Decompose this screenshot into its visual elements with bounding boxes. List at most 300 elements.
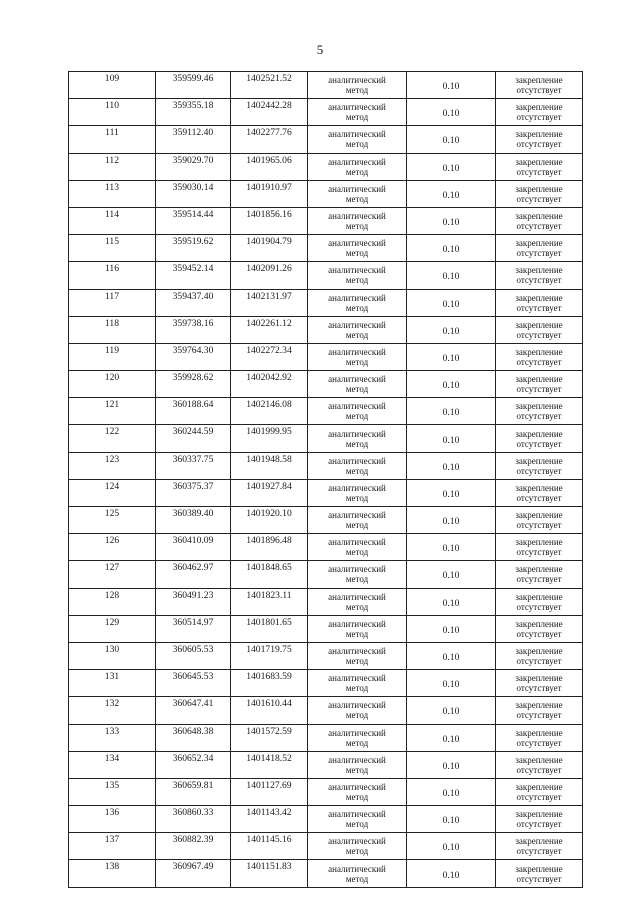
fixation-line-1: закрепление <box>515 781 563 792</box>
coord-y-cell <box>231 507 308 534</box>
coord-x: 360375.37 <box>172 480 214 492</box>
table-row <box>69 697 583 724</box>
method-line-1: аналитический <box>328 700 386 711</box>
method-cell <box>308 642 407 669</box>
point-number-cell <box>69 833 156 860</box>
table-row <box>69 615 583 642</box>
point-number-cell <box>69 126 156 153</box>
coord-x: 360410.09 <box>172 535 214 547</box>
method-line-2: метод <box>345 764 369 775</box>
coord-x-cell <box>156 371 231 398</box>
coord-x: 360967.49 <box>172 861 214 873</box>
method-line-2: метод <box>345 384 369 395</box>
method-cell <box>308 153 407 180</box>
table-row <box>69 778 583 805</box>
method-cell <box>308 806 407 833</box>
method-line-1: аналитический <box>328 482 386 493</box>
accuracy-cell <box>407 507 496 534</box>
table-row <box>69 207 583 234</box>
coord-y: 1401143.42 <box>246 807 292 819</box>
accuracy-value: 0.10 <box>442 679 460 691</box>
accuracy-value: 0.10 <box>442 597 460 609</box>
fixation-line-1: закрепление <box>515 265 563 276</box>
method-line-2: метод <box>345 139 369 150</box>
method-line-2: метод <box>345 791 369 802</box>
point-number: 119 <box>104 344 120 356</box>
method-line-2: метод <box>345 85 369 96</box>
coord-x: 360244.59 <box>172 426 214 438</box>
fixation-line-2: отсутствует <box>516 302 562 313</box>
table-row <box>69 316 583 343</box>
table-row <box>69 72 583 99</box>
coord-x: 359599.46 <box>172 73 214 84</box>
accuracy-value: 0.10 <box>442 570 460 582</box>
method-line-1: аналитический <box>328 319 386 330</box>
fixation-line-1: закрепление <box>515 211 563 222</box>
method-line-1: аналитический <box>328 428 386 439</box>
coord-y-cell <box>231 670 308 697</box>
point-number-cell <box>69 452 156 479</box>
table-row <box>69 371 583 398</box>
method-cell <box>308 615 407 642</box>
coord-y: 1402521.52 <box>246 73 292 84</box>
fixation-line-1: закрепление <box>515 700 563 711</box>
accuracy-cell <box>407 153 496 180</box>
fixation-cell <box>496 316 583 343</box>
point-number: 131 <box>104 671 120 683</box>
accuracy-value: 0.10 <box>442 380 460 392</box>
point-number: 126 <box>104 535 120 547</box>
point-number-cell <box>69 180 156 207</box>
fixation-line-1: закрепление <box>515 754 563 765</box>
coord-y-cell <box>231 99 308 126</box>
table-row <box>69 153 583 180</box>
fixation-cell <box>496 778 583 805</box>
method-cell <box>308 479 407 506</box>
fixation-cell <box>496 833 583 860</box>
method-line-2: метод <box>345 329 369 340</box>
method-cell <box>308 507 407 534</box>
method-line-2: метод <box>345 193 369 204</box>
fixation-line-2: отсутствует <box>516 791 562 802</box>
accuracy-value: 0.10 <box>442 543 460 555</box>
fixation-line-2: отсутствует <box>516 819 562 830</box>
coord-y-cell <box>231 751 308 778</box>
point-number-cell <box>69 561 156 588</box>
accuracy-cell <box>407 343 496 370</box>
coord-x-cell <box>156 180 231 207</box>
accuracy-cell <box>407 207 496 234</box>
accuracy-cell <box>407 751 496 778</box>
method-cell <box>308 425 407 452</box>
accuracy-value: 0.10 <box>442 271 460 283</box>
method-line-2: метод <box>345 520 369 531</box>
accuracy-cell <box>407 479 496 506</box>
fixation-line-2: отсутствует <box>516 139 562 150</box>
point-number-cell <box>69 615 156 642</box>
accuracy-value: 0.10 <box>442 81 460 93</box>
fixation-cell <box>496 534 583 561</box>
accuracy-value: 0.10 <box>442 135 460 147</box>
fixation-cell <box>496 806 583 833</box>
method-line-2: метод <box>345 737 369 748</box>
table-row <box>69 588 583 615</box>
fixation-cell <box>496 751 583 778</box>
accuracy-value: 0.10 <box>442 217 460 229</box>
method-line-1: аналитический <box>328 646 386 657</box>
point-number-cell <box>69 289 156 316</box>
method-line-1: аналитический <box>328 863 386 874</box>
fixation-line-1: закрепление <box>515 836 563 847</box>
coord-x: 359030.14 <box>172 181 214 193</box>
table-row <box>69 126 583 153</box>
coord-y-cell <box>231 534 308 561</box>
method-cell <box>308 207 407 234</box>
method-line-2: метод <box>345 601 369 612</box>
fixation-line-2: отсутствует <box>516 275 562 286</box>
accuracy-value: 0.10 <box>442 298 460 310</box>
coord-y-cell <box>231 425 308 452</box>
coord-y-cell <box>231 697 308 724</box>
coord-x-cell <box>156 99 231 126</box>
method-line-1: аналитический <box>328 537 386 548</box>
accuracy-value: 0.10 <box>442 516 460 528</box>
method-line-1: аналитический <box>328 727 386 738</box>
point-number-cell <box>69 806 156 833</box>
fixation-line-1: закрепление <box>515 455 563 466</box>
method-line-2: метод <box>345 411 369 422</box>
coord-y-cell <box>231 343 308 370</box>
coord-x-cell <box>156 262 231 289</box>
method-cell <box>308 561 407 588</box>
coord-x: 360389.40 <box>172 508 214 519</box>
method-line-1: аналитический <box>328 75 386 86</box>
point-number-cell <box>69 534 156 561</box>
point-number-cell <box>69 72 156 99</box>
coord-y-cell <box>231 72 308 99</box>
coord-x-cell <box>156 316 231 343</box>
table-row <box>69 534 583 561</box>
coord-y-cell <box>231 398 308 425</box>
fixation-line-2: отсутствует <box>516 438 562 449</box>
accuracy-value: 0.10 <box>442 787 460 799</box>
coord-y: 1402042.92 <box>246 372 292 384</box>
coord-y-cell <box>231 289 308 316</box>
table-row <box>69 724 583 751</box>
point-number: 123 <box>104 453 120 465</box>
coord-x-cell <box>156 806 231 833</box>
fixation-cell <box>496 235 583 262</box>
accuracy-cell <box>407 860 496 887</box>
accuracy-value: 0.10 <box>442 407 460 419</box>
coord-x: 360462.97 <box>172 562 214 574</box>
coord-x-cell <box>156 507 231 534</box>
coord-x-cell <box>156 642 231 669</box>
table-row <box>69 343 583 370</box>
method-line-2: метод <box>345 166 369 177</box>
fixation-line-2: отсутствует <box>516 873 562 884</box>
fixation-line-2: отсутствует <box>516 221 562 232</box>
point-number: 125 <box>104 508 120 519</box>
point-number-cell <box>69 235 156 262</box>
fixation-cell <box>496 670 583 697</box>
coord-x-cell <box>156 126 231 153</box>
accuracy-cell <box>407 99 496 126</box>
fixation-cell <box>496 343 583 370</box>
method-line-2: метод <box>345 492 369 503</box>
fixation-line-1: закрепление <box>515 102 563 113</box>
accuracy-cell <box>407 615 496 642</box>
point-number-cell <box>69 751 156 778</box>
method-line-1: аналитический <box>328 781 386 792</box>
coord-y: 1401823.11 <box>246 589 292 601</box>
accuracy-value: 0.10 <box>442 244 460 256</box>
method-cell <box>308 751 407 778</box>
fixation-line-1: закрепление <box>515 482 563 493</box>
method-line-1: аналитический <box>328 129 386 140</box>
point-number: 117 <box>104 290 120 302</box>
accuracy-cell <box>407 316 496 343</box>
method-line-1: аналитический <box>328 156 386 167</box>
accuracy-cell <box>407 452 496 479</box>
fixation-line-2: отсутствует <box>516 112 562 123</box>
accuracy-cell <box>407 833 496 860</box>
accuracy-cell <box>407 588 496 615</box>
table-row <box>69 99 583 126</box>
coord-x: 359355.18 <box>172 100 214 112</box>
method-line-1: аналитический <box>328 238 386 249</box>
coordinates-table <box>68 71 583 888</box>
method-line-1: аналитический <box>328 754 386 765</box>
method-cell <box>308 316 407 343</box>
fixation-line-1: закрепление <box>515 292 563 303</box>
coord-y-cell <box>231 588 308 615</box>
method-cell <box>308 343 407 370</box>
method-line-1: аналитический <box>328 618 386 629</box>
fixation-cell <box>496 72 583 99</box>
method-line-1: аналитический <box>328 102 386 113</box>
fixation-line-2: отсутствует <box>516 547 562 558</box>
method-line-1: аналитический <box>328 836 386 847</box>
fixation-cell <box>496 642 583 669</box>
point-number: 138 <box>104 861 120 873</box>
table-row <box>69 751 583 778</box>
point-number-cell <box>69 588 156 615</box>
coord-y: 1402146.08 <box>246 399 292 411</box>
accuracy-cell <box>407 724 496 751</box>
method-cell <box>308 398 407 425</box>
coord-x: 359514.44 <box>172 208 214 220</box>
fixation-cell <box>496 398 583 425</box>
method-line-2: метод <box>345 628 369 639</box>
accuracy-value: 0.10 <box>442 434 460 446</box>
point-number: 124 <box>104 480 120 492</box>
point-number-cell <box>69 479 156 506</box>
point-number-cell <box>69 425 156 452</box>
table-row <box>69 262 583 289</box>
fixation-cell <box>496 588 583 615</box>
coord-y: 1402131.97 <box>246 290 292 302</box>
table-row <box>69 642 583 669</box>
coord-y: 1401610.44 <box>246 698 292 710</box>
method-line-1: аналитический <box>328 211 386 222</box>
accuracy-cell <box>407 697 496 724</box>
coord-x-cell <box>156 561 231 588</box>
fixation-line-2: отсутствует <box>516 846 562 857</box>
method-line-2: метод <box>345 275 369 286</box>
fixation-line-2: отсутствует <box>516 411 562 422</box>
coord-x: 360882.39 <box>172 834 214 846</box>
coord-y: 1402442.28 <box>246 100 292 112</box>
method-cell <box>308 778 407 805</box>
method-cell <box>308 724 407 751</box>
point-number: 111 <box>105 127 119 139</box>
method-line-1: аналитический <box>328 591 386 602</box>
accuracy-value: 0.10 <box>442 189 460 201</box>
fixation-line-1: закрепление <box>515 129 563 140</box>
method-line-2: метод <box>345 574 369 585</box>
accuracy-value: 0.10 <box>442 815 460 827</box>
coord-y-cell <box>231 153 308 180</box>
accuracy-cell <box>407 289 496 316</box>
table-row <box>69 289 583 316</box>
coord-x-cell <box>156 153 231 180</box>
method-cell <box>308 235 407 262</box>
accuracy-value: 0.10 <box>442 461 460 473</box>
coord-x: 360645.53 <box>172 671 214 683</box>
point-number-cell <box>69 670 156 697</box>
accuracy-cell <box>407 425 496 452</box>
point-number: 110 <box>104 100 120 112</box>
coord-y-cell <box>231 778 308 805</box>
coord-x: 359519.62 <box>172 236 214 248</box>
fixation-cell <box>496 126 583 153</box>
coordinates-table-body <box>69 72 583 888</box>
accuracy-cell <box>407 806 496 833</box>
fixation-line-1: закрепление <box>515 863 563 874</box>
point-number-cell <box>69 697 156 724</box>
point-number: 137 <box>104 834 120 846</box>
method-cell <box>308 534 407 561</box>
accuracy-cell <box>407 371 496 398</box>
coord-x-cell <box>156 860 231 887</box>
fixation-cell <box>496 425 583 452</box>
point-number-cell <box>69 398 156 425</box>
point-number: 118 <box>104 317 120 329</box>
method-cell <box>308 588 407 615</box>
coord-x: 359437.40 <box>172 290 214 302</box>
point-number-cell <box>69 262 156 289</box>
method-line-2: метод <box>345 819 369 830</box>
point-number: 113 <box>104 181 120 193</box>
method-line-1: аналитический <box>328 265 386 276</box>
table-row <box>69 670 583 697</box>
coord-x: 359738.16 <box>172 317 214 329</box>
table-row <box>69 507 583 534</box>
coord-x-cell <box>156 479 231 506</box>
table-row <box>69 860 583 887</box>
coord-x-cell <box>156 343 231 370</box>
fixation-line-1: закрепление <box>515 428 563 439</box>
method-cell <box>308 452 407 479</box>
coord-y-cell <box>231 235 308 262</box>
coord-x-cell <box>156 615 231 642</box>
accuracy-cell <box>407 262 496 289</box>
method-line-1: аналитический <box>328 292 386 303</box>
accuracy-value: 0.10 <box>442 325 460 337</box>
fixation-line-1: закрепление <box>515 75 563 86</box>
coord-y: 1401896.48 <box>246 535 292 547</box>
coord-x: 359112.40 <box>172 127 214 139</box>
fixation-cell <box>496 153 583 180</box>
fixation-cell <box>496 507 583 534</box>
fixation-cell <box>496 99 583 126</box>
coord-x: 360648.38 <box>172 725 214 737</box>
fixation-cell <box>496 452 583 479</box>
coord-y-cell <box>231 615 308 642</box>
point-number: 121 <box>104 399 120 411</box>
coord-y: 1401848.65 <box>246 562 292 574</box>
coord-y: 1401999.95 <box>246 426 292 438</box>
accuracy-cell <box>407 642 496 669</box>
coord-y-cell <box>231 833 308 860</box>
point-number: 120 <box>104 372 120 384</box>
fixation-cell <box>496 724 583 751</box>
coord-x: 360188.64 <box>172 399 214 411</box>
method-line-2: метод <box>345 221 369 232</box>
coord-x-cell <box>156 588 231 615</box>
coord-y-cell <box>231 642 308 669</box>
table-row <box>69 561 583 588</box>
fixation-line-2: отсутствует <box>516 166 562 177</box>
point-number: 133 <box>104 725 120 737</box>
table-row <box>69 398 583 425</box>
method-line-1: аналитический <box>328 346 386 357</box>
coord-y-cell <box>231 860 308 887</box>
coord-y: 1401418.52 <box>246 752 292 764</box>
accuracy-cell <box>407 778 496 805</box>
fixation-cell <box>496 697 583 724</box>
coord-y-cell <box>231 806 308 833</box>
coord-x-cell <box>156 398 231 425</box>
method-line-2: метод <box>345 465 369 476</box>
coord-y-cell <box>231 262 308 289</box>
point-number: 129 <box>104 616 120 628</box>
table-row <box>69 425 583 452</box>
table-row <box>69 833 583 860</box>
fixation-line-1: закрепление <box>515 401 563 412</box>
coord-y: 1401127.69 <box>246 779 292 791</box>
coord-x-cell <box>156 697 231 724</box>
fixation-line-1: закрепление <box>515 564 563 575</box>
fixation-line-1: закрепление <box>515 809 563 820</box>
coord-x: 360647.41 <box>172 698 214 710</box>
coord-x: 360860.33 <box>172 807 214 819</box>
fixation-line-2: отсутствует <box>516 193 562 204</box>
coord-x-cell <box>156 724 231 751</box>
coord-y-cell <box>231 452 308 479</box>
fixation-line-2: отсутствует <box>516 574 562 585</box>
fixation-line-1: закрепление <box>515 646 563 657</box>
method-cell <box>308 126 407 153</box>
coord-x: 359029.70 <box>172 154 214 166</box>
accuracy-value: 0.10 <box>442 706 460 718</box>
point-number: 114 <box>104 208 120 220</box>
method-line-2: метод <box>345 248 369 259</box>
accuracy-value: 0.10 <box>442 108 460 120</box>
method-cell <box>308 860 407 887</box>
coord-y: 1401151.83 <box>246 861 292 873</box>
